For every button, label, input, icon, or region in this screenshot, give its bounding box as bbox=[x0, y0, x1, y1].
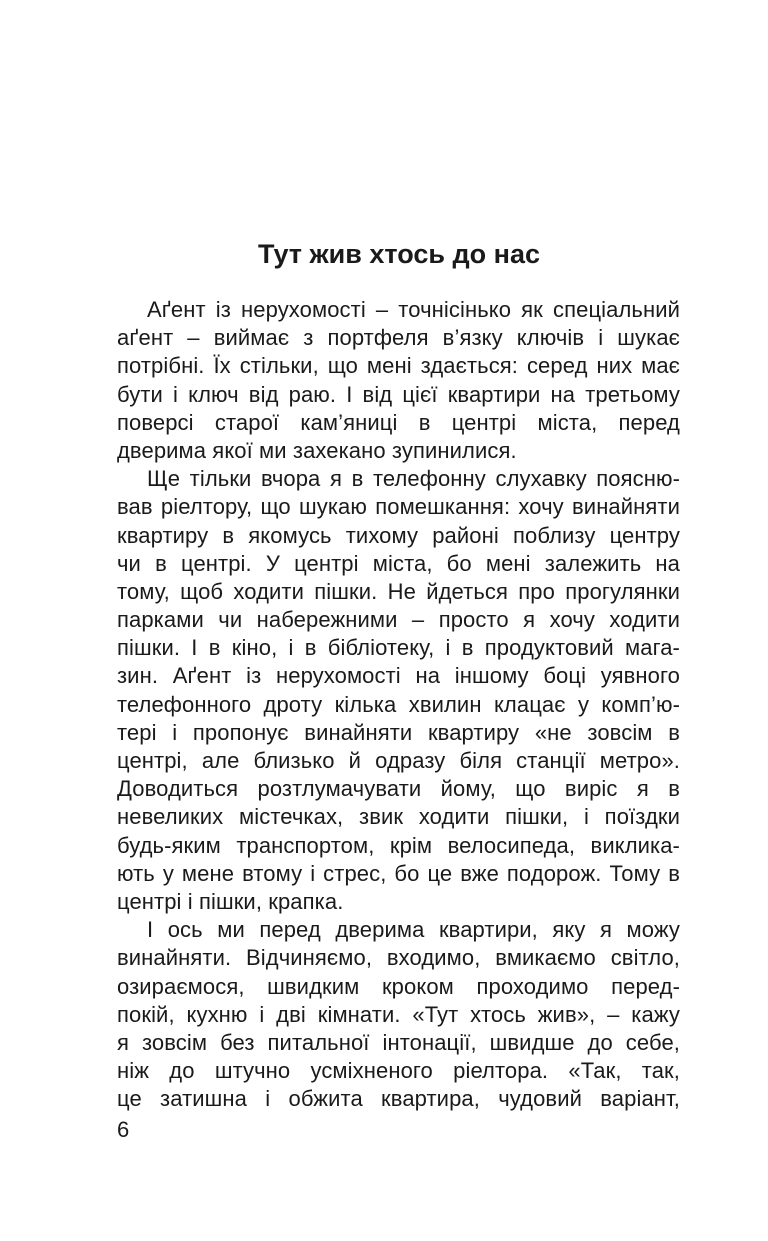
text-line: тері і пропонує винайняти квартиру «не зовсім в bbox=[117, 719, 680, 745]
text-line: бути і ключ від раю. І від цієї квартири на третьому bbox=[117, 381, 680, 407]
text-line: потрібні. Їх стільки, що мені здається: серед них має bbox=[117, 353, 680, 379]
text-line: аґент – виймає з портфеля в’язку ключів і шукає bbox=[117, 325, 680, 351]
text-line: невеликих містечках, звик ходити пішки, і поїздки bbox=[117, 804, 680, 830]
text-line: Ще тільки вчора я в телефонну слухавку поясню- bbox=[147, 466, 680, 492]
text-line: я зовсім без питальної інтонації, швидше до себе, bbox=[117, 1029, 680, 1055]
text-line: тому, щоб ходити пішки. Не йдеться про прогулянки bbox=[117, 578, 680, 604]
text-line: Доводиться розтлумачувати йому, що виріс я в bbox=[117, 776, 680, 802]
text-line: телефонного дроту кілька хвилин клацає у комп’ю- bbox=[117, 691, 680, 717]
text-line: дверима якої ми захекано зупинилися. bbox=[117, 437, 517, 463]
text-line: парками чи набережними – просто я хочу ходити bbox=[117, 607, 680, 633]
text-line: ють у мене втому і стрес, бо це вже подорож. Тому в bbox=[117, 860, 680, 886]
text-line: І ось ми перед дверима квартири, яку я можу bbox=[147, 917, 680, 943]
body-text bbox=[117, 296, 680, 1113]
text-line: покій, кухню і дві кімнати. «Тут хтось жив», – кажу bbox=[117, 1001, 680, 1027]
text-line: Аґент із нерухомості – точнісінько як спеціальний bbox=[147, 297, 680, 322]
text-line: квартиру в якомусь тихому районі поблизу центру bbox=[117, 522, 680, 548]
text-line: зин. Аґент із нерухомості на іншому боці уявного bbox=[117, 663, 680, 689]
text-line: це затишна і обжита квартира, чудовий варіант, bbox=[117, 1086, 680, 1112]
text-line: винайняти. Відчиняємо, входимо, вмикаємо світло, bbox=[117, 945, 680, 971]
page-number: 6 bbox=[117, 1117, 130, 1142]
text-line: чи в центрі. У центрі міста, бо мені залежить на bbox=[117, 550, 680, 576]
text-line: пішки. І в кіно, і в бібліотеку, і в продуктовий мага- bbox=[117, 635, 680, 661]
chapter-title: Тут жив хтось до нас bbox=[258, 239, 540, 269]
text-line: ніж до штучно усміхненого ріелтора. «Так, так, bbox=[117, 1058, 680, 1084]
text-line: вав ріелтору, що шукаю помешкання: хочу винайняти bbox=[117, 494, 680, 520]
text-line: центрі, але близько й одразу біля станції метро». bbox=[117, 748, 680, 773]
text-line: поверсі старої кам’яниці в центрі міста, перед bbox=[117, 409, 680, 435]
text-line: центрі і пішки, крапка. bbox=[117, 888, 344, 914]
text-line: будь-яким транспортом, крім велосипеда, виклика- bbox=[117, 832, 680, 858]
text-line: озираємося, швидким кроком проходимо перед- bbox=[117, 973, 680, 999]
